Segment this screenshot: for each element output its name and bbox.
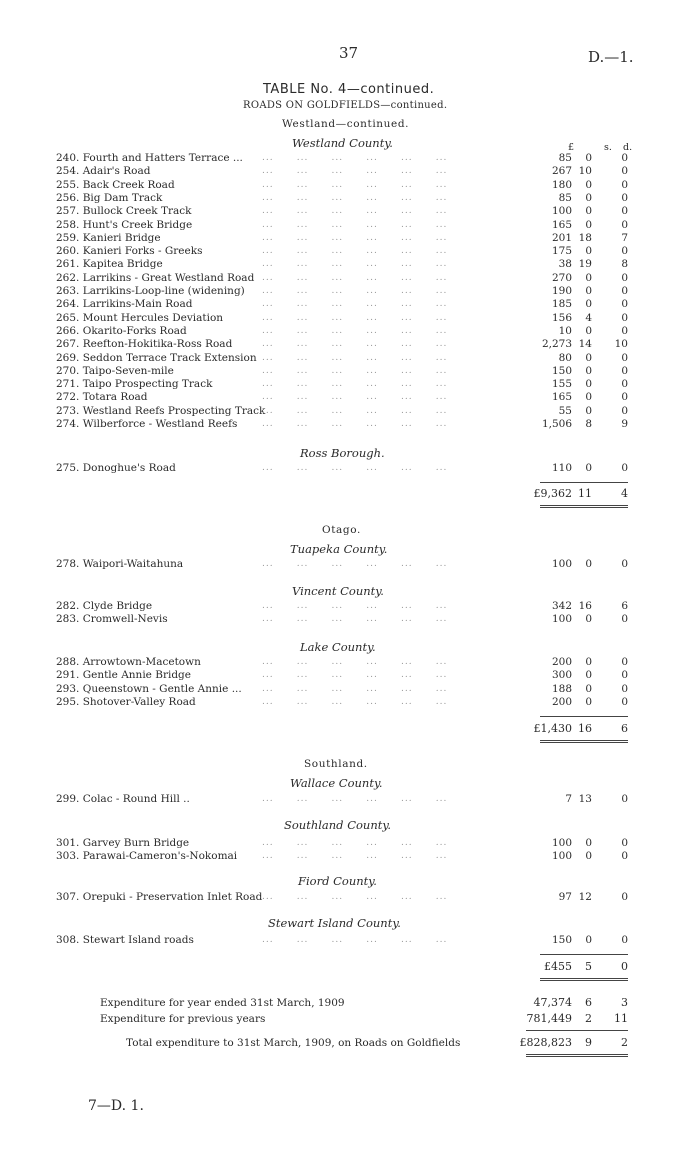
amount-pounds: 165: [551, 391, 572, 404]
table-row: [0, 258, 700, 271]
amount-pounds: 97: [558, 891, 572, 903]
table-row: [0, 793, 700, 806]
table-row: [0, 152, 700, 165]
amount-pounds: 150: [551, 364, 572, 377]
summary-total-pence: 2: [621, 1036, 628, 1049]
county-heading-ross: Ross Borough.: [300, 446, 385, 460]
road-name: 262. Larrikins - Great Westland Road: [56, 271, 255, 284]
amount-pounds: 80: [558, 351, 572, 364]
amount-pounds: 55: [558, 404, 572, 417]
table-row: [0, 600, 700, 613]
amount-pence: 0: [621, 205, 628, 218]
amount-pounds: 200: [551, 656, 572, 668]
amount-pounds: 100: [551, 850, 572, 863]
amount-shillings: 0: [585, 205, 592, 218]
document-reference: D.—1.: [588, 48, 634, 66]
summary-total-row: [0, 1036, 700, 1050]
amount-shillings: 0: [585, 298, 592, 311]
road-name: 266. Okarito-Forks Road: [56, 324, 187, 337]
road-name: 270. Taipo-Seven-mile: [56, 364, 174, 377]
amount-shillings: 0: [585, 404, 592, 417]
amount-pence: 0: [621, 271, 628, 284]
table-row: [0, 179, 700, 192]
amount-shillings: 0: [585, 558, 592, 570]
summary-total-pounds: £828,823: [519, 1036, 572, 1049]
county-heading-lake: Lake County.: [300, 640, 376, 654]
summary-prev-pounds: 781,449: [526, 1012, 572, 1025]
amount-pence: 0: [621, 891, 628, 903]
amount-pounds: 38: [558, 258, 572, 271]
road-name: 288. Arrowtown-Macetown: [56, 656, 201, 668]
region-heading-otago: Otago.: [322, 524, 361, 536]
amount-pence: 0: [621, 850, 628, 863]
road-name: 272. Totara Road: [56, 391, 148, 404]
table-row: [0, 232, 700, 245]
amount-pounds: 200: [551, 695, 572, 708]
leader-dots: ... ... ... ... ... ...: [262, 153, 448, 163]
table-row: [0, 683, 700, 696]
amount-shillings: 0: [585, 245, 592, 258]
leader-dots: ... ... ... ... ... ...: [262, 419, 448, 429]
amount-shillings: 16: [578, 600, 592, 612]
amount-pence: 0: [621, 934, 628, 946]
table-row: [0, 219, 700, 232]
summary-prev-label: Expenditure for previous years: [100, 1013, 266, 1025]
leader-dots: ... ... ... ... ... ...: [262, 851, 448, 862]
amount-shillings: 0: [585, 391, 592, 404]
table-subtitle: ROADS ON GOLDFIELDS—continued.: [243, 100, 448, 111]
subtotal-rule: [540, 716, 628, 717]
amount-pence: 0: [621, 558, 628, 570]
table-row: [0, 245, 700, 258]
table-row: [0, 338, 700, 351]
summary-prev-row: [0, 1012, 700, 1026]
amount-shillings: 0: [585, 837, 592, 849]
county-heading-westland: Westland County.: [292, 136, 393, 150]
leader-dots: ... ... ... ... ... ...: [262, 794, 448, 804]
total-pounds: £455: [544, 960, 572, 973]
amount-pounds: 342: [551, 600, 572, 612]
leader-dots: ... ... ... ... ... ...: [262, 299, 448, 310]
amount-pounds: 300: [551, 669, 572, 682]
total-pounds: £1,430: [533, 722, 572, 735]
page-number: 37: [339, 44, 359, 62]
leader-dots: ... ... ... ... ... ...: [262, 352, 448, 363]
table-row: [0, 405, 700, 418]
amount-pounds: 100: [551, 613, 572, 626]
amount-shillings: 0: [585, 152, 592, 164]
amount-pence: 7: [621, 231, 628, 244]
amount-pence: 0: [621, 656, 628, 668]
amount-pence: 0: [621, 351, 628, 364]
amount-shillings: 0: [585, 324, 592, 337]
amount-pounds: 85: [558, 152, 572, 164]
leader-dots: ... ... ... ... ... ...: [262, 670, 448, 681]
leader-dots: ... ... ... ... ... ...: [262, 166, 448, 177]
road-name: 307. Orepuki - Preservation Inlet Road: [56, 891, 263, 903]
road-name: 264. Larrikins-Main Road: [56, 298, 193, 311]
amount-pence: 6: [621, 600, 628, 612]
summary-prev-pence: 11: [614, 1012, 628, 1025]
leader-dots: ... ... ... ... ... ...: [262, 325, 448, 336]
table-row: [0, 325, 700, 338]
county-heading-tuapeka: Tuapeka County.: [290, 542, 388, 556]
table-row: [0, 850, 700, 863]
leader-dots: ... ... ... ... ... ...: [262, 259, 448, 270]
amount-pence: 9: [621, 418, 628, 430]
amount-shillings: 0: [585, 656, 592, 668]
road-name: 291. Gentle Annie Bridge: [56, 669, 191, 682]
total-pounds: £9,362: [533, 487, 572, 500]
county-heading-fiord: Fiord County.: [298, 874, 377, 888]
amount-pence: 0: [621, 669, 628, 682]
amount-pence: 0: [621, 364, 628, 377]
amount-shillings: 12: [578, 891, 592, 903]
table-row: [0, 696, 700, 709]
total-shillings: 5: [585, 960, 592, 973]
total-pence: 0: [621, 960, 628, 973]
table-row: [0, 656, 700, 669]
road-name: 271. Taipo Prospecting Track: [56, 378, 213, 391]
road-name: 255. Back Creek Road: [56, 178, 175, 191]
leader-dots: ... ... ... ... ... ...: [262, 683, 448, 694]
amount-pence: 0: [621, 837, 628, 849]
amount-pounds: 110: [551, 462, 572, 474]
county-heading-vincent: Vincent County.: [292, 584, 384, 598]
amount-pence: 0: [621, 245, 628, 258]
leader-dots: ... ... ... ... ... ...: [262, 405, 448, 416]
amount-shillings: 0: [585, 364, 592, 377]
amount-pounds: 1,506: [541, 418, 572, 430]
amount-shillings: 14: [578, 338, 592, 351]
amount-shillings: 19: [578, 258, 592, 271]
amount-shillings: 8: [585, 418, 592, 430]
column-head-shillings: s.: [604, 142, 612, 153]
leader-dots: ... ... ... ... ... ...: [262, 179, 448, 190]
amount-pounds: 100: [551, 558, 572, 570]
amount-pence: 0: [621, 462, 628, 474]
road-name: 293. Queenstown - Gentle Annie ...: [56, 682, 242, 695]
total-pence: 6: [621, 722, 628, 735]
table-title: TABLE No. 4—continued.: [263, 82, 435, 97]
table-row: [0, 378, 700, 391]
road-name: 303. Parawai-Cameron's-Nokomai: [56, 850, 238, 863]
road-name: 274. Wilberforce - Westland Reefs: [56, 418, 238, 430]
leader-dots: ... ... ... ... ... ...: [262, 392, 448, 403]
amount-pence: 0: [621, 285, 628, 297]
amount-shillings: 0: [585, 378, 592, 391]
amount-shillings: 4: [585, 311, 592, 324]
southland-total: [0, 960, 700, 974]
summary-year-pounds: 47,374: [533, 996, 572, 1009]
leader-dots: ... ... ... ... ... ...: [262, 232, 448, 243]
leader-dots: ... ... ... ... ... ...: [262, 838, 448, 848]
leader-dots: ... ... ... ... ... ...: [262, 312, 448, 323]
table-row: [0, 192, 700, 205]
summary-double-rule: [526, 1054, 628, 1057]
amount-pounds: 175: [551, 245, 572, 258]
amount-pence: 8: [621, 258, 628, 271]
amount-pence: 0: [621, 178, 628, 191]
leader-dots: ... ... ... ... ... ...: [262, 657, 448, 667]
amount-pence: 0: [621, 613, 628, 626]
road-name: 263. Larrikins-Loop-line (widening): [56, 285, 245, 297]
amount-pounds: 100: [551, 837, 572, 849]
amount-pounds: 7: [565, 793, 572, 805]
amount-shillings: 0: [585, 351, 592, 364]
amount-pence: 0: [621, 298, 628, 311]
table-row: [0, 669, 700, 682]
table-row: [0, 352, 700, 365]
table-row: [0, 558, 700, 571]
table-row: [0, 272, 700, 285]
amount-pounds: 10: [558, 324, 572, 337]
leader-dots: ... ... ... ... ... ...: [262, 463, 448, 473]
total-shillings: 11: [578, 487, 592, 500]
road-name: 259. Kanieri Bridge: [56, 231, 161, 244]
leader-dots: ... ... ... ... ... ...: [262, 272, 448, 283]
leader-dots: ... ... ... ... ... ...: [262, 614, 448, 625]
road-name: 260. Kanieri Forks - Greeks: [56, 245, 203, 258]
table-row: [0, 418, 700, 431]
amount-pence: 0: [621, 218, 628, 231]
summary-year-pence: 3: [621, 996, 628, 1009]
road-name: 283. Cromwell-Nevis: [56, 613, 168, 626]
column-head-pence: d.: [623, 142, 633, 153]
amount-pence: 0: [621, 695, 628, 708]
amount-shillings: 10: [578, 165, 592, 178]
amount-pounds: 190: [551, 285, 572, 297]
summary-total-label: Total expenditure to 31st March, 1909, on Roads on Goldfields: [126, 1037, 461, 1049]
total-double-rule: [540, 740, 628, 743]
page-signature: 7—D. 1.: [88, 1098, 144, 1114]
amount-pence: 0: [621, 378, 628, 391]
leader-dots: ... ... ... ... ... ...: [262, 286, 448, 296]
table-row: [0, 837, 700, 850]
amount-pence: 0: [621, 324, 628, 337]
table-row: [0, 365, 700, 378]
region-heading-southland: Southland.: [304, 758, 368, 770]
road-name: 254. Adair's Road: [56, 165, 151, 178]
amount-pence: 0: [621, 165, 628, 178]
road-name: 258. Hunt's Creek Bridge: [56, 218, 193, 231]
amount-pounds: 2,273: [541, 338, 572, 351]
summary-prev-shillings: 2: [585, 1012, 592, 1025]
table-row: [0, 285, 700, 298]
road-name: 299. Colac - Round Hill ..: [56, 793, 190, 805]
table-row: [0, 613, 700, 626]
road-name: 240. Fourth and Hatters Terrace ...: [56, 152, 243, 164]
road-name: 267. Reefton-Hokitika-Ross Road: [56, 338, 233, 351]
summary-year-label: Expenditure for year ended 31st March, 1909: [100, 997, 345, 1009]
amount-shillings: 0: [585, 613, 592, 626]
amount-pence: 0: [621, 793, 628, 805]
table-row: [0, 391, 700, 404]
district-heading: Westland—continued.: [282, 118, 410, 130]
amount-pounds: 165: [551, 218, 572, 231]
table-row: [0, 298, 700, 311]
road-name: 282. Clyde Bridge: [56, 600, 153, 612]
road-name: 256. Big Dam Track: [56, 191, 163, 204]
total-double-rule: [540, 978, 628, 981]
amount-pence: 10: [614, 338, 628, 351]
amount-pounds: 188: [551, 682, 572, 695]
summary-total-shillings: 9: [585, 1036, 592, 1049]
table-row: [0, 462, 700, 475]
leader-dots: ... ... ... ... ... ...: [262, 246, 448, 257]
amount-pence: 0: [621, 404, 628, 417]
amount-pounds: 155: [551, 378, 572, 391]
amount-shillings: 0: [585, 285, 592, 297]
leader-dots: ... ... ... ... ... ...: [262, 206, 448, 217]
amount-pence: 0: [621, 311, 628, 324]
amount-shillings: 0: [585, 669, 592, 682]
amount-pounds: 85: [558, 191, 572, 204]
amount-pounds: 201: [551, 231, 572, 244]
summary-rule: [526, 1030, 628, 1031]
table-row: [0, 165, 700, 178]
subtotal-rule: [540, 954, 628, 955]
amount-shillings: 0: [585, 218, 592, 231]
table-row: [0, 934, 700, 947]
county-heading-stewart: Stewart Island County.: [268, 916, 401, 930]
road-name: 261. Kapitea Bridge: [56, 258, 163, 271]
leader-dots: ... ... ... ... ... ...: [262, 559, 448, 569]
amount-shillings: 0: [585, 178, 592, 191]
amount-shillings: 0: [585, 934, 592, 946]
westland-total: [0, 487, 700, 501]
road-name: 269. Seddon Terrace Track Extension: [56, 351, 257, 364]
subtotal-rule: [540, 482, 628, 483]
amount-pounds: 150: [551, 934, 572, 946]
table-row: [0, 205, 700, 218]
amount-pounds: 185: [551, 298, 572, 311]
amount-pence: 0: [621, 152, 628, 164]
leader-dots: ... ... ... ... ... ...: [262, 601, 448, 611]
leader-dots: ... ... ... ... ... ...: [262, 892, 448, 902]
amount-shillings: 0: [585, 271, 592, 284]
amount-pounds: 267: [551, 165, 572, 178]
county-heading-wallace: Wallace County.: [290, 776, 383, 790]
total-pence: 4: [621, 487, 628, 500]
road-name: 265. Mount Hercules Deviation: [56, 311, 224, 324]
amount-pence: 0: [621, 391, 628, 404]
leader-dots: ... ... ... ... ... ...: [262, 379, 448, 390]
total-shillings: 16: [578, 722, 592, 735]
amount-pence: 0: [621, 682, 628, 695]
road-name: 275. Donoghue's Road: [56, 462, 176, 474]
amount-shillings: 13: [578, 793, 592, 805]
road-name: 301. Garvey Burn Bridge: [56, 837, 190, 849]
county-heading-southland: Southland County.: [284, 818, 391, 832]
leader-dots: ... ... ... ... ... ...: [262, 192, 448, 203]
leader-dots: ... ... ... ... ... ...: [262, 219, 448, 230]
total-double-rule: [540, 505, 628, 508]
amount-shillings: 0: [585, 695, 592, 708]
column-head-pounds: £: [568, 142, 575, 153]
table-row: [0, 891, 700, 904]
amount-shillings: 0: [585, 850, 592, 863]
road-name: 295. Shotover-Valley Road: [56, 695, 196, 708]
amount-pence: 0: [621, 191, 628, 204]
summary-year-shillings: 6: [585, 996, 592, 1009]
amount-pounds: 180: [551, 178, 572, 191]
leader-dots: ... ... ... ... ... ...: [262, 339, 448, 350]
summary-year-row: [0, 996, 700, 1010]
amount-shillings: 0: [585, 191, 592, 204]
table-row: [0, 312, 700, 325]
road-name: 257. Bullock Creek Track: [56, 205, 192, 218]
leader-dots: ... ... ... ... ... ...: [262, 365, 448, 376]
otago-total: [0, 722, 700, 736]
amount-shillings: 0: [585, 462, 592, 474]
amount-pounds: 100: [551, 205, 572, 218]
road-name: 273. Westland Reefs Prospecting Track: [56, 404, 266, 417]
amount-pounds: 156: [551, 311, 572, 324]
amount-shillings: 0: [585, 682, 592, 695]
amount-shillings: 18: [578, 231, 592, 244]
road-name: 278. Waipori-Waitahuna: [56, 558, 184, 570]
leader-dots: ... ... ... ... ... ...: [262, 935, 448, 945]
road-name: 308. Stewart Island roads: [56, 934, 194, 946]
leader-dots: ... ... ... ... ... ...: [262, 696, 448, 707]
amount-pounds: 270: [551, 271, 572, 284]
